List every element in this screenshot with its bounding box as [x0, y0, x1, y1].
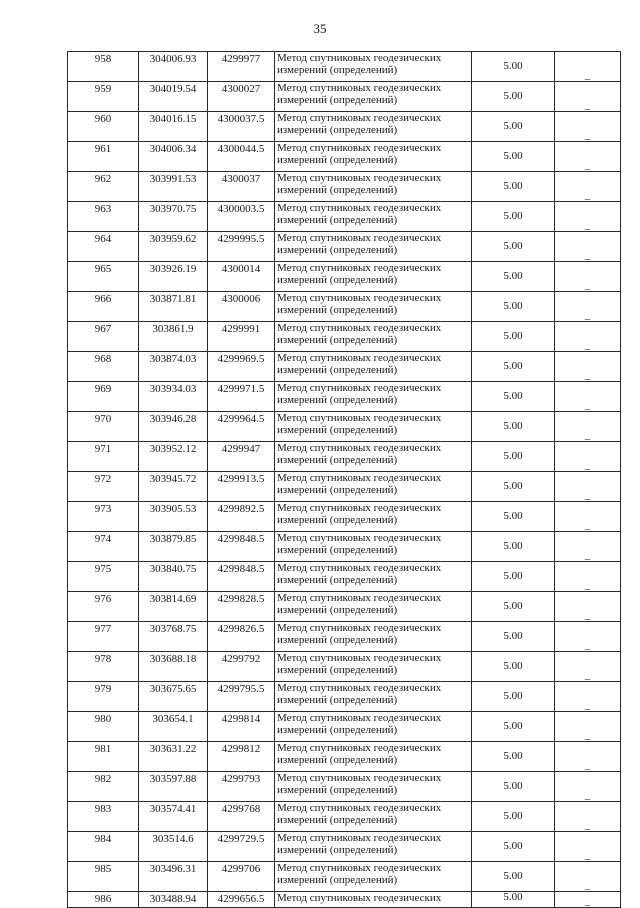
x-coordinate-cell: 303952.12 [139, 442, 208, 472]
method-text-line2: измерений (определений) [277, 393, 398, 406]
method-text-line2: измерений (определений) [277, 483, 398, 496]
method-cell [275, 652, 472, 682]
table-row [68, 712, 621, 742]
y-coordinate-cell: 4299792 [208, 652, 275, 682]
y-coordinate-cell: 4299793 [208, 772, 275, 802]
method-text-line1: Метод спутниковых геодезических [277, 172, 442, 184]
description-cell: _ [555, 172, 621, 202]
description-cell: _ [555, 892, 621, 908]
method-text-line2: измерений (определений) [277, 273, 398, 286]
method-text-line2: измерений (определений) [277, 453, 398, 466]
accuracy-cell: 5.00 [472, 652, 555, 682]
accuracy-cell: 5.00 [472, 202, 555, 232]
table-row [68, 442, 621, 472]
accuracy-cell: 5.00 [472, 802, 555, 832]
x-coordinate-cell: 303514.6 [139, 832, 208, 862]
table-row [68, 562, 621, 592]
table-row [68, 352, 621, 382]
point-number-cell: 962 [68, 172, 139, 202]
method-cell [275, 682, 472, 712]
description-cell: _ [555, 382, 621, 412]
table-row [68, 802, 621, 832]
table-row [68, 262, 621, 292]
method-cell [275, 352, 472, 382]
method-text-line1: Метод спутниковых геодезических [277, 622, 442, 634]
y-coordinate-cell: 4299995.5 [208, 232, 275, 262]
point-number-cell: 970 [68, 412, 139, 442]
table-row [68, 532, 621, 562]
method-text-line1: Метод спутниковых геодезических [277, 712, 442, 724]
table-row [68, 202, 621, 232]
method-cell [275, 412, 472, 442]
method-text-line2: измерений (определений) [277, 303, 398, 316]
method-text-line1: Метод спутниковых геодезических [277, 202, 442, 214]
x-coordinate-cell: 303959.62 [139, 232, 208, 262]
method-text-line1: Метод спутниковых геодезических [277, 412, 442, 424]
point-number-cell: 972 [68, 472, 139, 502]
table-row [68, 52, 621, 82]
y-coordinate-cell: 4299706 [208, 862, 275, 892]
accuracy-cell: 5.00 [472, 142, 555, 172]
x-coordinate-cell: 303688.18 [139, 652, 208, 682]
x-coordinate-cell: 303631.22 [139, 742, 208, 772]
table-row [68, 892, 621, 908]
method-text-line2: измерений (определений) [277, 63, 398, 76]
method-text-line2: измерений (определений) [277, 213, 398, 226]
method-cell [275, 112, 472, 142]
point-number-cell: 969 [68, 382, 139, 412]
method-text-line2: измерений (определений) [277, 603, 398, 616]
method-cell [275, 322, 472, 352]
method-text-line1: Метод спутниковых геодезических [277, 382, 442, 394]
x-coordinate-cell: 303945.72 [139, 472, 208, 502]
y-coordinate-cell: 4299991 [208, 322, 275, 352]
description-cell: _ [555, 52, 621, 82]
accuracy-cell: 5.00 [472, 262, 555, 292]
point-number-cell: 978 [68, 652, 139, 682]
table-row [68, 682, 621, 712]
point-number-cell: 976 [68, 592, 139, 622]
description-cell: _ [555, 292, 621, 322]
accuracy-cell: 5.00 [472, 502, 555, 532]
method-text-line2: измерений (определений) [277, 873, 398, 886]
accuracy-cell: 5.00 [472, 832, 555, 862]
y-coordinate-cell: 4299656.5 [208, 892, 275, 908]
description-cell: _ [555, 352, 621, 382]
method-text-line2: измерений (определений) [277, 543, 398, 556]
accuracy-cell: 5.00 [472, 172, 555, 202]
point-number-cell: 974 [68, 532, 139, 562]
accuracy-cell: 5.00 [472, 862, 555, 892]
description-cell: _ [555, 502, 621, 532]
accuracy-cell: 5.00 [472, 232, 555, 262]
method-text-line1: Метод спутниковых геодезических [277, 262, 442, 274]
method-text-line2: измерений (определений) [277, 573, 398, 586]
description-cell: _ [555, 202, 621, 232]
description-cell: _ [555, 772, 621, 802]
point-number-cell: 964 [68, 232, 139, 262]
method-cell [275, 532, 472, 562]
x-coordinate-cell: 303874.03 [139, 352, 208, 382]
description-cell: _ [555, 562, 621, 592]
y-coordinate-cell: 4299892.5 [208, 502, 275, 532]
method-text-line1: Метод спутниковых геодезических [277, 52, 442, 64]
description-cell: _ [555, 532, 621, 562]
table-row [68, 592, 621, 622]
y-coordinate-cell: 4300027 [208, 82, 275, 112]
y-coordinate-cell: 4299964.5 [208, 412, 275, 442]
point-number-cell: 984 [68, 832, 139, 862]
table-row [68, 742, 621, 772]
method-text-line1: Метод спутниковых геодезических [277, 562, 442, 574]
y-coordinate-cell: 4299729.5 [208, 832, 275, 862]
x-coordinate-cell: 303574.41 [139, 802, 208, 832]
accuracy-cell: 5.00 [472, 352, 555, 382]
method-cell [275, 292, 472, 322]
y-coordinate-cell: 4299848.5 [208, 562, 275, 592]
description-cell: _ [555, 652, 621, 682]
method-text-line1: Метод спутниковых геодезических [277, 652, 442, 664]
y-coordinate-cell: 4299977 [208, 52, 275, 82]
method-text-line1: Метод спутниковых геодезических [277, 322, 442, 334]
table-row [68, 322, 621, 352]
method-text-line1: Метод спутниковых геодезических [277, 862, 442, 874]
table-row [68, 862, 621, 892]
method-text-line1: Метод спутниковых геодезических [277, 292, 442, 304]
y-coordinate-cell: 4300044.5 [208, 142, 275, 172]
method-text-line1: Метод спутниковых геодезических [277, 892, 442, 904]
method-text-line2: измерений (определений) [277, 513, 398, 526]
accuracy-cell: 5.00 [472, 712, 555, 742]
method-text-line1: Метод спутниковых геодезических [277, 802, 442, 814]
table-row [68, 112, 621, 142]
y-coordinate-cell: 4299971.5 [208, 382, 275, 412]
method-text-line1: Метод спутниковых геодезических [277, 442, 442, 454]
page-number: 35 [313, 21, 327, 36]
y-coordinate-cell: 4299969.5 [208, 352, 275, 382]
x-coordinate-cell: 303488.94 [139, 892, 208, 908]
method-cell [275, 622, 472, 652]
accuracy-cell: 5.00 [472, 382, 555, 412]
table-row [68, 472, 621, 502]
y-coordinate-cell: 4299913.5 [208, 472, 275, 502]
x-coordinate-cell: 304006.34 [139, 142, 208, 172]
table-row [68, 142, 621, 172]
table-row [68, 652, 621, 682]
method-cell [275, 892, 472, 908]
point-number-cell: 983 [68, 802, 139, 832]
method-text-line1: Метод спутниковых геодезических [277, 832, 442, 844]
method-text-line2: измерений (определений) [277, 753, 398, 766]
point-number-cell: 975 [68, 562, 139, 592]
accuracy-cell: 5.00 [472, 622, 555, 652]
y-coordinate-cell: 4300037 [208, 172, 275, 202]
x-coordinate-cell: 303768.75 [139, 622, 208, 652]
table-row [68, 292, 621, 322]
point-number-cell: 959 [68, 82, 139, 112]
y-coordinate-cell: 4299768 [208, 802, 275, 832]
accuracy-cell: 5.00 [472, 292, 555, 322]
description-cell: _ [555, 322, 621, 352]
method-cell [275, 142, 472, 172]
method-text-line1: Метод спутниковых геодезических [277, 112, 442, 124]
coordinates-table [67, 51, 621, 908]
description-cell: _ [555, 82, 621, 112]
description-cell: _ [555, 472, 621, 502]
y-coordinate-cell: 4299826.5 [208, 622, 275, 652]
description-cell: _ [555, 802, 621, 832]
x-coordinate-cell: 303991.53 [139, 172, 208, 202]
method-text-line2: измерений (определений) [277, 423, 398, 436]
method-text-line1: Метод спутниковых геодезических [277, 532, 442, 544]
point-number-cell: 971 [68, 442, 139, 472]
method-text-line1: Метод спутниковых геодезических [277, 592, 442, 604]
accuracy-cell: 5.00 [472, 112, 555, 142]
method-text-line2: измерений (определений) [277, 93, 398, 106]
x-coordinate-cell: 303926.19 [139, 262, 208, 292]
point-number-cell: 973 [68, 502, 139, 532]
method-text-line2: измерений (определений) [277, 723, 398, 736]
method-text-line1: Метод спутниковых геодезических [277, 502, 442, 514]
point-number-cell: 958 [68, 52, 139, 82]
accuracy-cell: 5.00 [472, 742, 555, 772]
method-text-line2: измерений (определений) [277, 663, 398, 676]
point-number-cell: 977 [68, 622, 139, 652]
method-cell [275, 442, 472, 472]
method-cell [275, 82, 472, 112]
table-row [68, 382, 621, 412]
description-cell: _ [555, 682, 621, 712]
point-number-cell: 985 [68, 862, 139, 892]
description-cell: _ [555, 262, 621, 292]
point-number-cell: 981 [68, 742, 139, 772]
accuracy-cell: 5.00 [472, 772, 555, 802]
table-row [68, 412, 621, 442]
accuracy-cell: 5.00 [472, 412, 555, 442]
accuracy-cell: 5.00 [472, 562, 555, 592]
method-text-line1: Метод спутниковых геодезических [277, 142, 442, 154]
method-text-line2: измерений (определений) [277, 153, 398, 166]
y-coordinate-cell: 4299812 [208, 742, 275, 772]
y-coordinate-cell: 4299848.5 [208, 532, 275, 562]
table-row [68, 832, 621, 862]
x-coordinate-cell: 303871.81 [139, 292, 208, 322]
method-cell [275, 52, 472, 82]
method-cell [275, 742, 472, 772]
table-row [68, 232, 621, 262]
y-coordinate-cell: 4300006 [208, 292, 275, 322]
table-row [68, 82, 621, 112]
accuracy-cell: 5.00 [472, 82, 555, 112]
table-row [68, 772, 621, 802]
table-row [68, 622, 621, 652]
method-cell [275, 562, 472, 592]
method-cell [275, 202, 472, 232]
table-body [68, 52, 621, 908]
method-text-line2: измерений (определений) [277, 783, 398, 796]
x-coordinate-cell: 303597.88 [139, 772, 208, 802]
accuracy-cell: 5.00 [472, 472, 555, 502]
method-text-line2: измерений (определений) [277, 813, 398, 826]
method-text-line1: Метод спутниковых геодезических [277, 352, 442, 364]
point-number-cell: 961 [68, 142, 139, 172]
description-cell: _ [555, 112, 621, 142]
method-cell [275, 802, 472, 832]
point-number-cell: 968 [68, 352, 139, 382]
accuracy-cell: 5.00 [472, 52, 555, 82]
x-coordinate-cell: 304016.15 [139, 112, 208, 142]
x-coordinate-cell: 304006.93 [139, 52, 208, 82]
method-cell [275, 502, 472, 532]
point-number-cell: 965 [68, 262, 139, 292]
point-number-cell: 966 [68, 292, 139, 322]
method-text-line2: измерений (определений) [277, 693, 398, 706]
x-coordinate-cell: 303946.28 [139, 412, 208, 442]
description-cell: _ [555, 712, 621, 742]
table-row [68, 502, 621, 532]
method-text-line1: Метод спутниковых геодезических [277, 772, 442, 784]
y-coordinate-cell: 4300014 [208, 262, 275, 292]
method-cell [275, 262, 472, 292]
description-cell: _ [555, 232, 621, 262]
accuracy-cell: 5.00 [472, 442, 555, 472]
x-coordinate-cell: 303934.03 [139, 382, 208, 412]
point-number-cell: 980 [68, 712, 139, 742]
table-row [68, 172, 621, 202]
point-number-cell: 963 [68, 202, 139, 232]
point-number-cell: 979 [68, 682, 139, 712]
x-coordinate-cell: 303879.85 [139, 532, 208, 562]
description-cell: _ [555, 442, 621, 472]
method-text-line2: измерений (определений) [277, 333, 398, 346]
accuracy-cell: 5.00 [472, 892, 555, 908]
method-cell [275, 772, 472, 802]
accuracy-cell: 5.00 [472, 532, 555, 562]
x-coordinate-cell: 304019.54 [139, 82, 208, 112]
y-coordinate-cell: 4300037.5 [208, 112, 275, 142]
y-coordinate-cell: 4299828.5 [208, 592, 275, 622]
x-coordinate-cell: 303814.69 [139, 592, 208, 622]
method-text-line2: измерений (определений) [277, 243, 398, 256]
method-text-line1: Метод спутниковых геодезических [277, 742, 442, 754]
method-text-line2: измерений (определений) [277, 363, 398, 376]
method-text-line2: измерений (определений) [277, 123, 398, 136]
method-cell [275, 472, 472, 502]
point-number-cell: 982 [68, 772, 139, 802]
method-text-line2: измерений (определений) [277, 633, 398, 646]
y-coordinate-cell: 4299947 [208, 442, 275, 472]
x-coordinate-cell: 303905.53 [139, 502, 208, 532]
accuracy-cell: 5.00 [472, 322, 555, 352]
x-coordinate-cell: 303496.31 [139, 862, 208, 892]
method-text-line1: Метод спутниковых геодезических [277, 472, 442, 484]
description-cell: _ [555, 742, 621, 772]
description-cell: _ [555, 622, 621, 652]
method-text-line1: Метод спутниковых геодезических [277, 232, 442, 244]
x-coordinate-cell: 303861.9 [139, 322, 208, 352]
y-coordinate-cell: 4299795.5 [208, 682, 275, 712]
method-cell [275, 232, 472, 262]
y-coordinate-cell: 4299814 [208, 712, 275, 742]
x-coordinate-cell: 303654.1 [139, 712, 208, 742]
accuracy-cell: 5.00 [472, 592, 555, 622]
point-number-cell: 960 [68, 112, 139, 142]
method-text-line1: Метод спутниковых геодезических [277, 682, 442, 694]
y-coordinate-cell: 4300003.5 [208, 202, 275, 232]
method-cell [275, 862, 472, 892]
method-cell [275, 592, 472, 622]
method-text-line2: измерений (определений) [277, 183, 398, 196]
description-cell: _ [555, 862, 621, 892]
method-text-line1: Метод спутниковых геодезических [277, 82, 442, 94]
method-cell [275, 382, 472, 412]
x-coordinate-cell: 303840.75 [139, 562, 208, 592]
description-cell: _ [555, 142, 621, 172]
description-cell: _ [555, 592, 621, 622]
point-number-cell: 967 [68, 322, 139, 352]
point-number-cell: 986 [68, 892, 139, 908]
accuracy-cell: 5.00 [472, 682, 555, 712]
method-text-line2: измерений (определений) [277, 843, 398, 856]
description-cell: _ [555, 412, 621, 442]
x-coordinate-cell: 303970.75 [139, 202, 208, 232]
method-cell [275, 712, 472, 742]
x-coordinate-cell: 303675.65 [139, 682, 208, 712]
method-cell [275, 172, 472, 202]
description-cell: _ [555, 832, 621, 862]
method-cell [275, 832, 472, 862]
